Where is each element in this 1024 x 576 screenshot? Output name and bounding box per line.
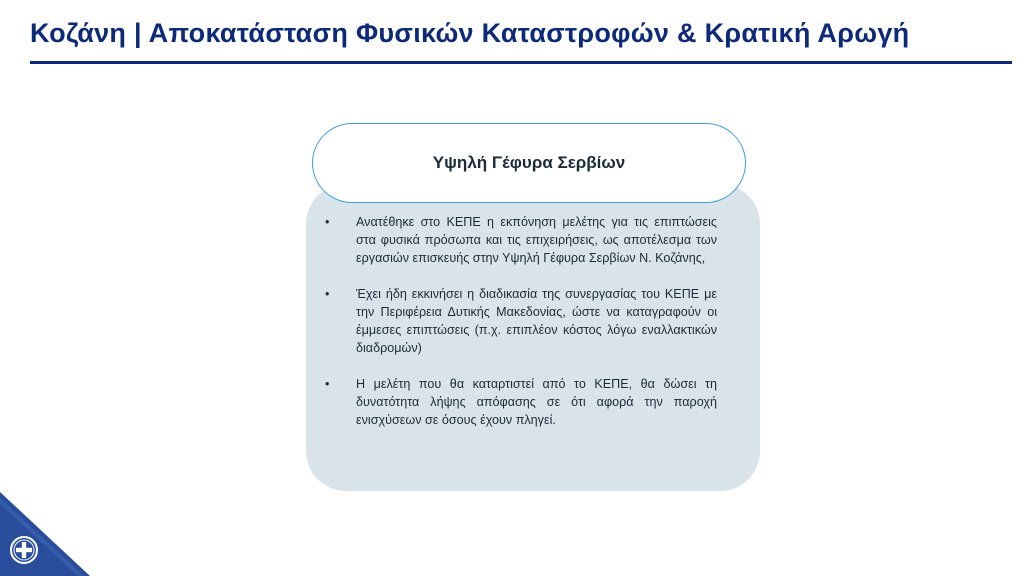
bullet-dot: •	[325, 287, 330, 301]
bullet-text: Έχει ήδη εκκινήσει η διαδικασία της συνεργασίας του ΚΕΠΕ με την Περιφέρεια Δυτικής Μακεδονίας, ώστε να καταγραφούν οι έμμεσες επιπτώσεις (π.χ. επιπλέον κόστος λόγω εναλλακτικών διαδρομών)	[356, 287, 717, 355]
bullet-dot: •	[325, 377, 330, 391]
bullet-text: Ανατέθηκε στο ΚΕΠΕ η εκπόνηση μελέτης για τις επιπτώσεις στα φυσικά πρόσωπα και τις επιχειρήσεις, ως αποτέλεσμα των εργασιών επισκευής στην Υψηλή Γέφυρα Σερβίων Ν. Κοζάνης,	[356, 215, 717, 265]
bullet-item	[325, 285, 717, 357]
header-pill	[312, 123, 746, 203]
slide-title: Κοζάνη | Αποκατάσταση Φυσικών Καταστροφών & Κρατική Αρωγή	[30, 18, 910, 48]
hellenic-emblem-icon	[0, 492, 90, 576]
bullet-list	[325, 213, 717, 447]
title-underline	[30, 61, 1012, 64]
corner-triangle	[0, 492, 90, 576]
bullet-text: Η μελέτη που θα καταρτιστεί από το ΚΕΠΕ, θα δώσει τη δυνατότητα λήψης απόφασης σε ότι αφορά την παροχή ενισχύσεων σε όσους έχουν πληγεί.	[356, 377, 717, 427]
bullet-dot: •	[325, 215, 330, 229]
bullet-item	[325, 375, 717, 429]
bullet-item	[325, 213, 717, 267]
header-label: Υψηλή Γέφυρα Σερβίων	[432, 153, 626, 172]
